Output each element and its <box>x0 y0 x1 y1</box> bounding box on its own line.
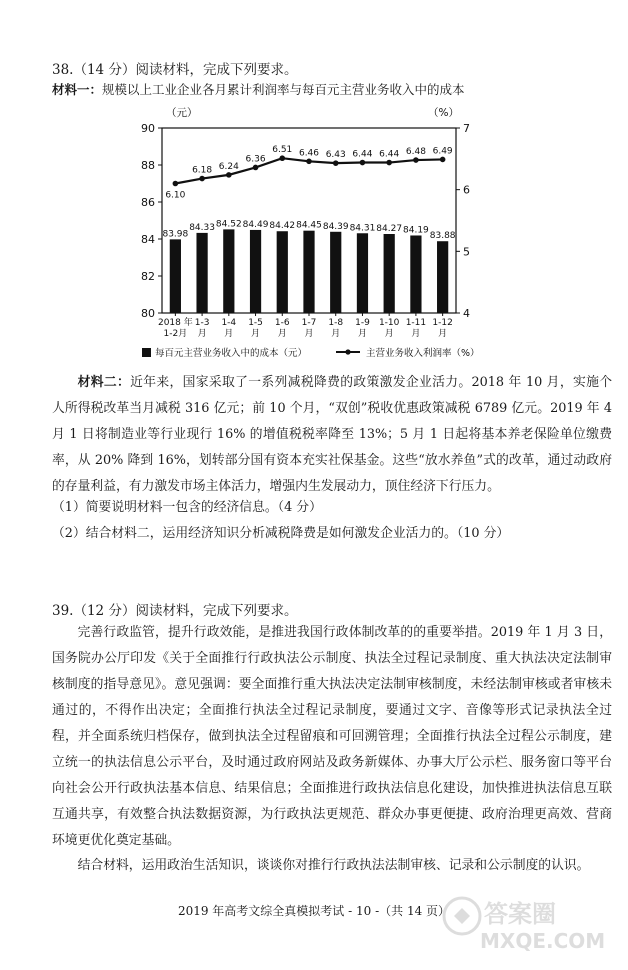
line-value-label: 6.49 <box>432 146 453 157</box>
x-axis-tick-label: 月 <box>197 329 207 339</box>
legend-bar-swatch <box>142 348 151 357</box>
chart-material-1 <box>130 100 490 370</box>
x-axis-tick-label: 1-7 <box>301 318 317 328</box>
x-axis-tick-label: 1-8 <box>328 318 344 328</box>
bar <box>384 234 395 313</box>
bar <box>357 233 368 313</box>
bar <box>223 229 234 313</box>
bar <box>437 241 448 313</box>
x-axis-tick-label: 月 <box>411 329 421 339</box>
bar <box>410 235 421 313</box>
material-2-lead: 材料二： <box>77 375 131 390</box>
bar <box>250 230 261 313</box>
left-axis-unit: （元） <box>166 107 198 119</box>
line-point <box>440 157 446 163</box>
bar-value-label: 84.31 <box>349 223 376 234</box>
x-axis-tick-label: 月 <box>304 329 314 339</box>
x-axis-tick-label: 1-10 <box>378 318 400 328</box>
material-2-text: 近年来，国家采取了一系列减税降费的政策激发企业活力。2018 年 10 月，实施个人所得税改革当月减税 316 亿元；前 10 个月，“双创”税收优惠政策减税 6789 亿元。2019 年 4 月 1 日将制造业等行业现行 16% 的增值税税率降至 13%；5 月 1 日起将基本养老保险单位缴费率，从 20% 降到 16%，划转部分国有资本充实社保基金。这些“放水养鱼”式的改革，通过动政府的存量利益，有力激发市场主体活力，增强内生发展动力，顶住经济下行压力。 <box>52 375 613 494</box>
x-axis-tick-label: 1-11 <box>405 318 427 328</box>
bar-value-label: 84.52 <box>215 219 242 230</box>
x-axis-tick-label: 月 <box>438 329 448 339</box>
x-axis-tick-label: 1-5 <box>248 318 263 328</box>
x-axis-tick-label: 月 <box>251 329 261 339</box>
question-38-header: 38.（14 分）阅读材料，完成下列要求。 <box>52 62 298 78</box>
left-axis-tick-label: 82 <box>141 270 155 283</box>
right-axis-tick-label: 7 <box>463 122 470 135</box>
left-axis-tick-label: 90 <box>141 122 155 135</box>
bar-value-label: 83.98 <box>162 229 189 240</box>
line-value-label: 6.24 <box>218 161 239 172</box>
bar <box>303 231 314 313</box>
question-39-task: 结合材料，运用政治生活知识，谈谈你对推行行政执法法制审核、记录和公示制度的认识。 <box>77 858 590 873</box>
bar-value-label: 84.39 <box>322 221 349 232</box>
line-value-label: 6.51 <box>272 145 293 156</box>
right-axis-unit: （%） <box>428 107 459 119</box>
material-1-title: 规模以上工业企业各月累计利润率与每百元主营业务收入中的成本 <box>102 82 465 97</box>
question-39-header: 39.（12 分）阅读材料，完成下列要求。 <box>52 603 298 619</box>
bar-value-label: 84.45 <box>296 220 322 231</box>
x-axis-tick-label: 月 <box>224 329 234 339</box>
x-axis-tick-label: 1-9 <box>355 318 370 328</box>
x-axis-tick-label: 1-6 <box>274 318 290 328</box>
line-value-label: 6.43 <box>325 150 346 161</box>
watermark-logo-domain: MXQE.COM <box>480 929 606 953</box>
line-point <box>173 181 179 187</box>
bar-value-label: 84.42 <box>269 221 296 232</box>
right-axis-tick-label: 6 <box>463 183 470 197</box>
right-axis-tick-label: 4 <box>463 307 470 320</box>
legend-line-label: 主营业务收入利润率（%） <box>366 348 480 359</box>
left-axis-tick-label: 80 <box>141 307 155 320</box>
question-39-material: 完善行政监管，提升行政效能，是推进我国行政体制改革的的重要举措。2019 年 1 月 3 日，国务院办公厅印发《关于全面推行行政执法公示制度、执法全过程记录制度、重大执法决定法制审核制度的指导意见》。意见强调：要全面推行重大执法决定法制审核制度，未经法制审核或者审核未通过的，不得作出决定；全面推行执法全过程记录制度，要通过文字、音像等形式记录执法全过程，并全面系统归档保存，做到执法全过程留痕和可回溯管理；全面推行执法全过程公示制度，建立统一的执法信息公示平台，及时通过政府网站及政务新媒体、办事大厅公示栏、服务窗口等平台向社会公开行政执法基本信息、结果信息；全面推进行政执法信息化建设，加快推进执法信息互联互通共享，有效整合执法数据资源，为行政执法更规范、群众办事更便捷、政府治理更高效、营商环境更优化奠定基础。 <box>52 625 612 848</box>
question-38-task-1: （1）简要说明材料一包含的经济信息。（4 分） <box>52 500 322 515</box>
line-value-label: 6.44 <box>352 149 373 160</box>
x-axis-tick-label: 1-3 <box>194 318 210 328</box>
material-1-heading <box>52 80 465 98</box>
bar-value-label: 84.49 <box>242 219 269 230</box>
left-axis-tick-label: 88 <box>141 159 155 172</box>
x-axis-tick-label: 1-4 <box>221 318 237 328</box>
question-38-task-2: （2）结合材料二，运用经济知识分析减税降费是如何激发企业活力的。（10 分） <box>52 526 510 541</box>
line-point <box>253 165 259 171</box>
line-point <box>279 155 285 161</box>
legend-line-marker <box>345 349 350 354</box>
bar-value-label: 84.27 <box>376 224 403 235</box>
x-axis-tick-label: 月 <box>331 329 341 339</box>
bar-value-label: 84.33 <box>189 222 215 233</box>
left-axis-tick-label: 86 <box>141 196 155 209</box>
line-point <box>386 160 392 166</box>
line-value-label: 6.36 <box>245 154 266 165</box>
material-1-lead: 材料一： <box>52 82 103 97</box>
material-2-paragraph <box>52 370 612 500</box>
line-point <box>413 157 419 163</box>
line-point <box>306 159 312 165</box>
bar-value-label: 84.19 <box>403 225 429 236</box>
line-value-label: 6.44 <box>379 149 400 160</box>
line-point <box>333 160 339 166</box>
x-axis-tick-label: 月 <box>357 329 367 339</box>
line-value-label: 6.10 <box>165 190 186 201</box>
watermark-logo <box>440 886 610 960</box>
line-point <box>199 176 205 182</box>
right-axis-tick-label: 5 <box>463 245 470 259</box>
bar-value-label: 83.88 <box>429 231 456 242</box>
x-axis-tick-label: 1-12 <box>432 318 453 328</box>
x-axis-tick-label: 月 <box>384 329 394 339</box>
bar <box>170 239 181 313</box>
line-value-label: 6.46 <box>298 148 320 159</box>
x-axis-tick-label: 2018 年 <box>157 318 193 328</box>
watermark-logo-cn: 答案圈 <box>484 900 556 928</box>
line-value-label: 6.18 <box>192 165 213 176</box>
bar <box>277 231 288 313</box>
line-point <box>360 160 366 166</box>
bar <box>330 232 341 313</box>
line-value-label: 6.48 <box>405 147 426 158</box>
left-axis-tick-label: 84 <box>141 233 155 246</box>
page-footer: 2019 年高考文综全真模拟考试 - 10 -（共 14 页） <box>177 904 451 918</box>
legend-bar-label: 每百元主营业务收入中的成本（元） <box>155 348 308 359</box>
x-axis-tick-label: 1-2月 <box>163 329 188 339</box>
x-axis-tick-label: 月 <box>277 329 287 339</box>
line-point <box>226 172 232 178</box>
bar <box>196 233 207 313</box>
